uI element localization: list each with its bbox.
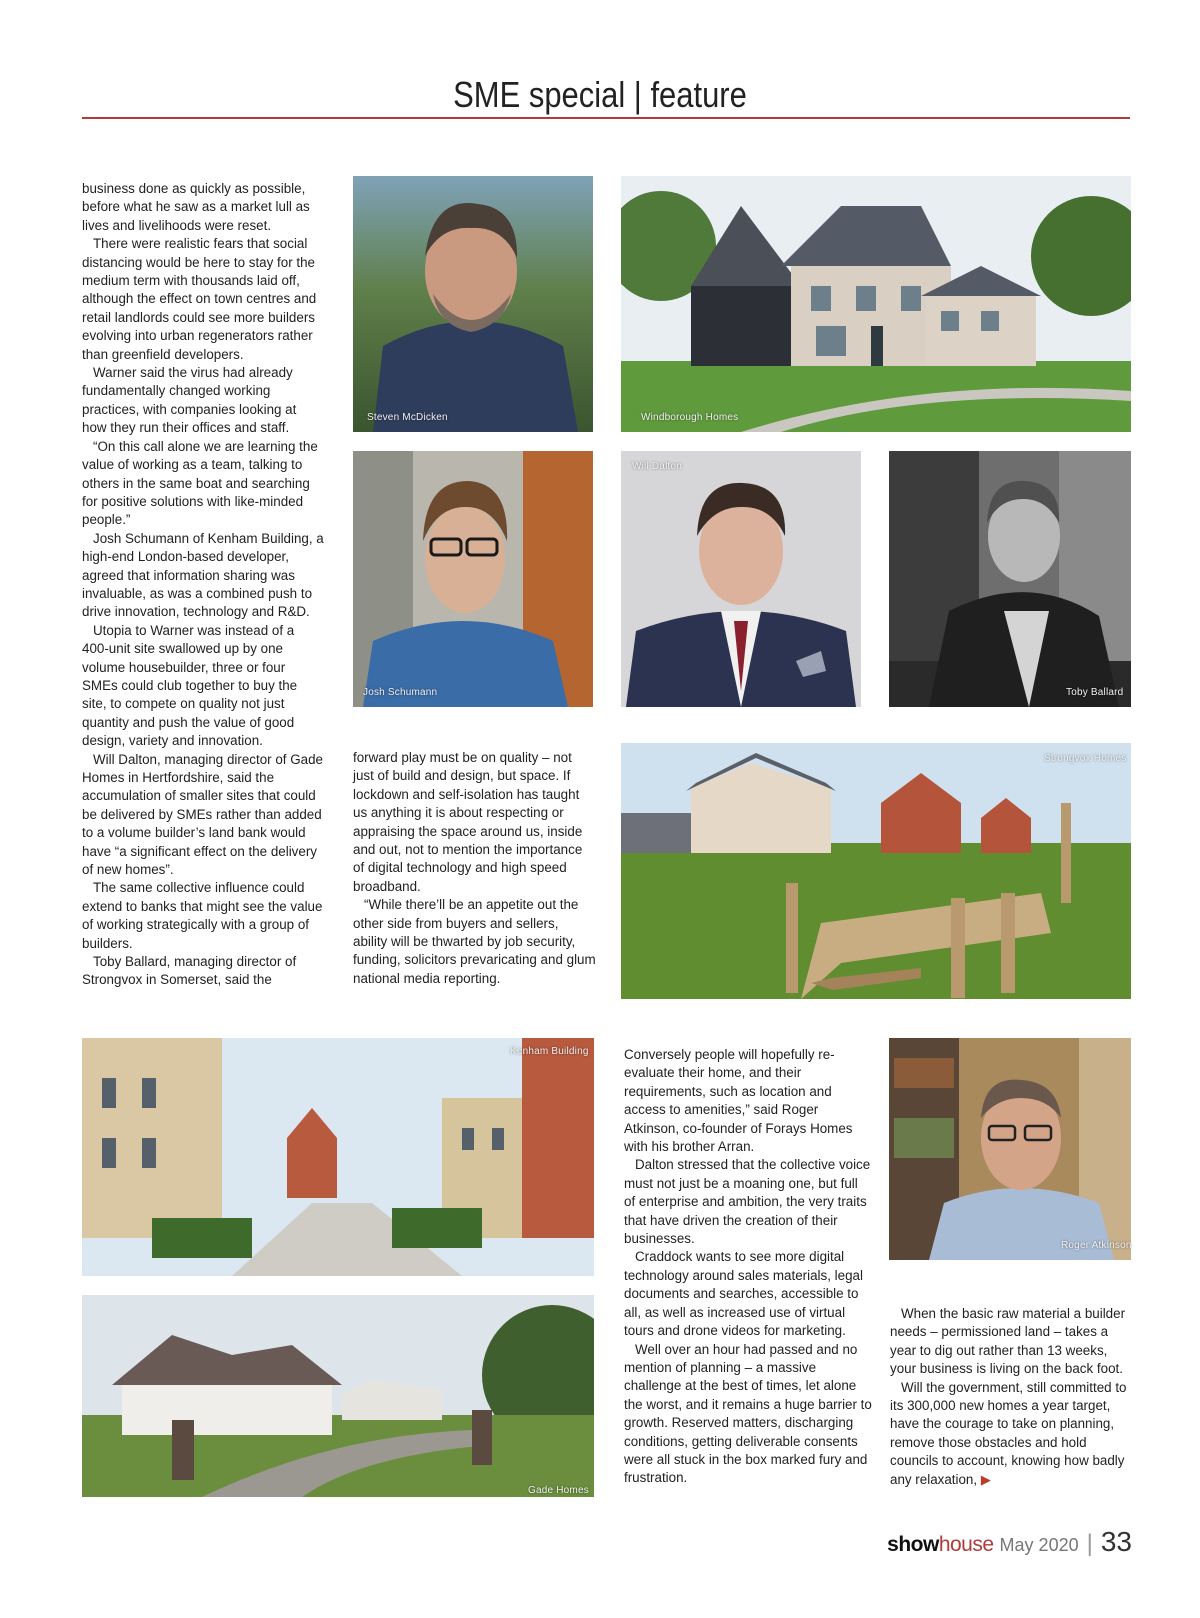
paragraph: Utopia to Warner was instead of a 400-unit site swallowed up by one volume housebuilder, three or four SMEs could club together to buy the site, to compete on quality not just quantity and push the value of good design, variety and innovation. — [82, 622, 298, 749]
paragraph: business done as quickly as possible, before what he saw as a market lull as lives and livelihoods were reset. — [82, 181, 310, 233]
photo-steven-mcdicken — [353, 176, 593, 432]
footer-separator: | — [1086, 1530, 1093, 1557]
paragraph: forward play must be on quality – not just of build and design, but space. If lockdown and self-isolation has taught us anything it is about respecting or appraising the space around us, inside and out, not to mention the importance of digital technology and high speed broadband. — [353, 750, 583, 894]
paragraph: Toby Ballard, managing director of Strongvox in Somerset, said the — [82, 954, 297, 988]
photo-caption: Kenham Building — [510, 1046, 589, 1057]
photo-toby-ballard — [889, 451, 1131, 707]
paragraph: “While there’ll be an appetite out the other side from buyers and sellers, ability will be thwarted by job security, funding, solicitors prevaricating and glum national media reporting. — [353, 897, 596, 986]
paragraph: “On this call alone we are learning the value of working as a team, talking to others in the same boat and searching for positive solutions with like-minded people.” — [82, 438, 318, 528]
page-title: SME special | feature — [453, 74, 747, 115]
photo-caption: Josh Schumann — [363, 687, 438, 698]
photo-caption: Will Dalton — [632, 461, 682, 472]
paragraph: There were realistic fears that social distancing would be here to stay for the medium term with thousands laid off, although the effect on town centres and retail landlords could see more builders evolving into urban regenerators rather than greenfield developers. — [82, 236, 317, 362]
photo-strongvox-homes — [621, 743, 1131, 999]
text-column-1 — [82, 180, 324, 990]
header-rule — [82, 117, 1130, 119]
continue-arrow-icon: ▶ — [980, 1471, 991, 1487]
paragraph — [890, 1379, 1134, 1489]
text-column-2 — [353, 749, 596, 988]
brand-logo-show: show — [887, 1533, 939, 1556]
paragraph-text: Will the government, still committed to its 300,000 new homes a year target, have the courage to take on planning, remove those obstacles and hold councils to account, knowing how badly any relaxation, — [890, 1379, 1127, 1487]
photo-josh-schumann — [353, 451, 593, 707]
page-number: 33 — [1100, 1526, 1132, 1557]
photo-caption: Roger Atkinson — [1061, 1240, 1132, 1251]
photo-gade-homes — [82, 1295, 594, 1497]
paragraph: Dalton stressed that the collective voice must not just be a moaning one, but full of enterprise and ambition, the very traits that have driven the creation of their businesses. — [624, 1157, 871, 1247]
photo-caption: Windborough Homes — [641, 412, 739, 423]
text-column-3 — [624, 1046, 872, 1488]
photo-caption: Gade Homes — [528, 1485, 589, 1496]
text-column-4 — [890, 1305, 1134, 1489]
issue-date: May 2020 — [999, 1535, 1079, 1555]
photo-caption: Steven McDicken — [367, 412, 448, 423]
paragraph: When the basic raw material a builder needs – permissioned land – takes a year to dig out rather than 13 weeks, your business is living on the back foot. — [890, 1306, 1126, 1377]
photo-windborough-homes — [621, 176, 1131, 432]
photo-kenham-building — [82, 1038, 594, 1276]
photo-caption: Toby Ballard — [1066, 687, 1124, 698]
paragraph: Warner said the virus had already fundamentally changed working practices, with companies looking at how they run their offices and staff. — [82, 365, 297, 436]
photo-will-dalton — [621, 451, 861, 707]
paragraph: Well over an hour had passed and no mention of planning – a massive challenge at the best of times, let alone the worst, and it remains a huge barrier to growth. Reserved matters, discharging conditions, getting deliverable consents were all stuck in the box marked fury and frustration. — [624, 1341, 872, 1486]
paragraph: Craddock wants to see more digital technology around sales materials, legal documents and searches, accessible to all, as well as increased use of virtual tours and drone videos for marketing. — [624, 1249, 863, 1339]
brand-logo-house: house — [938, 1533, 994, 1556]
paragraph: Conversely people will hopefully re-evaluate their home, and their requirements, such as location and access to amenities,” said Roger Atkinson, co-founder of Forays Homes with his brother Arran. — [624, 1047, 853, 1155]
page-footer — [887, 1526, 1132, 1558]
paragraph: Josh Schumann of Kenham Building, a high-end London-based developer, agreed that information sharing was invaluable, as was a combined push to drive innovation, technology and R&D. — [82, 530, 324, 620]
paragraph: The same collective influence could extend to banks that might see the value of working strategically with a group of builders. — [82, 880, 323, 951]
photo-roger-atkinson — [889, 1038, 1131, 1260]
paragraph: Will Dalton, managing director of Gade Homes in Hertfordshire, said the accumulation of smaller sites that could be delivered by SMEs rather than added to a volume builder’s land bank would have “a significant effect on the delivery of new homes”. — [82, 751, 323, 878]
photo-caption: Strongvox Homes — [1044, 753, 1127, 764]
